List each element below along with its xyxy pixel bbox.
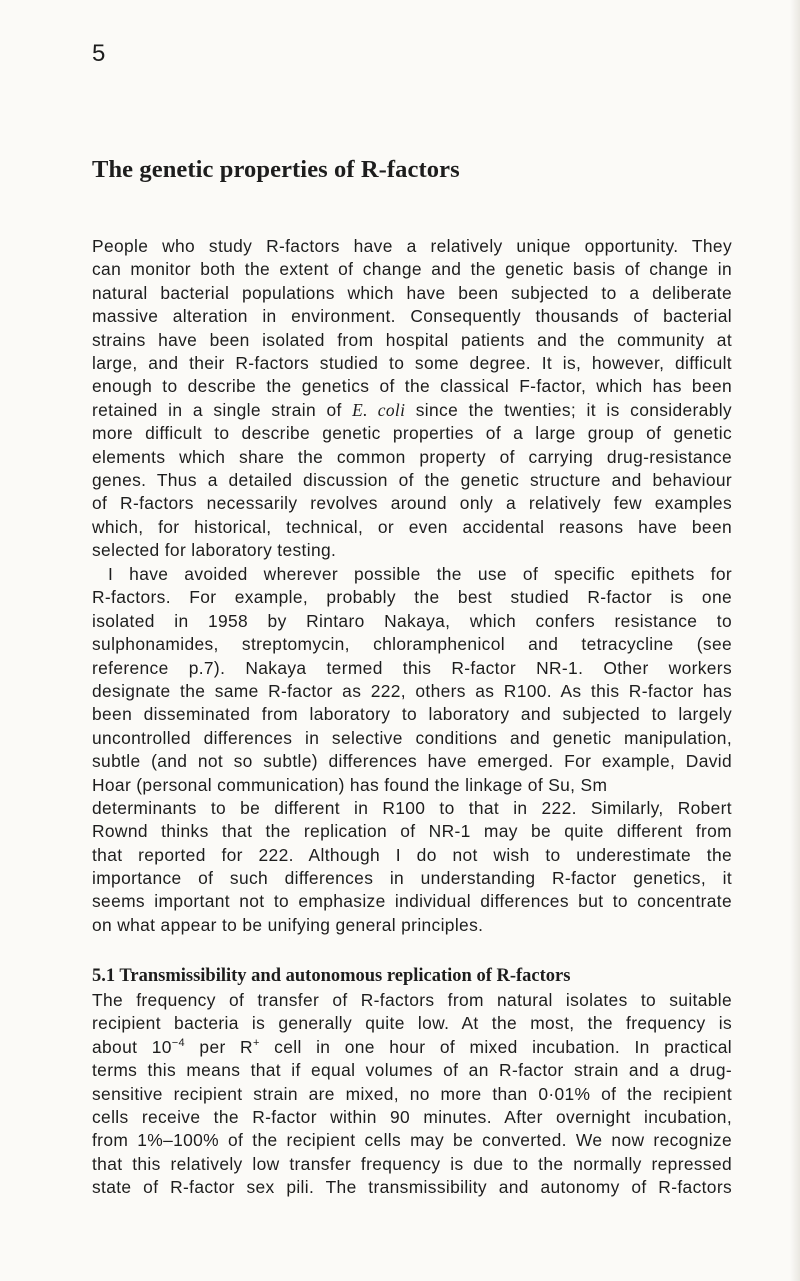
paragraph-transfer <box>92 989 732 1200</box>
text-line: R-factors. For example, probably the best studied R-factor is one <box>92 587 732 608</box>
text-line: designate the same R-factor as 222, others as R100. As this R-factor has <box>92 680 732 701</box>
text-line: importance of such differences in understanding R-factor genetics, it <box>92 868 732 889</box>
paragraph-epithets <box>92 563 732 937</box>
text-line: Hoar (personal communication) has found the linkage of Su, Sm <box>92 774 608 795</box>
text-line: which, for historical, technical, or even accidental reasons have been <box>92 516 732 537</box>
text-line: more difficult to describe genetic properties of a large group of genetic <box>92 423 732 444</box>
text-line: state of R-factor sex pili. The transmissibility and autonomy of R-factors <box>92 1177 732 1198</box>
text-line: natural bacterial populations which have been subjected to a deliberate <box>92 282 732 303</box>
text-line: genes. Thus a detailed discussion of the genetic structure and behaviour <box>92 469 732 490</box>
text-line: on what appear to be unifying general principles. <box>92 914 484 935</box>
text-line: strains have been isolated from hospital patients and the community at <box>92 329 732 350</box>
text-line: of R-factors necessarily revolves around only a relatively few examples <box>92 493 732 514</box>
text-fragment: retained in a single strain of <box>92 399 353 420</box>
text-line: cells receive the R-factor within 90 minutes. After overnight incubation, <box>92 1106 732 1127</box>
section-heading: 5.1 Transmissibility and autonomous replication of R-factors <box>92 966 571 986</box>
text-fragment: since the twenties; it is considerably <box>405 399 732 420</box>
text-line: reference p.7). Nakaya termed this R-factor NR-1. Other workers <box>92 657 732 678</box>
text-fragment: per R <box>185 1036 253 1057</box>
text-line: that this relatively low transfer frequency is due to the normally repressed <box>92 1153 732 1174</box>
chapter-number: 5 <box>92 40 106 67</box>
exponent: −4 <box>171 1036 185 1049</box>
text-line: The frequency of transfer of R-factors from natural isolates to suitable <box>92 990 732 1010</box>
chapter-title: The genetic properties of R-factors <box>92 156 460 183</box>
text-line: been disseminated from laboratory to laboratory and subjected to largely <box>92 704 732 725</box>
text-fragment: cell in one hour of mixed incubation. In practical <box>259 1036 732 1057</box>
text-line: enough to describe the genetics of the classical F-factor, which has been <box>92 376 732 397</box>
plus-superscript: + <box>252 1036 260 1049</box>
text-line: recipient bacteria is generally quite low. At the most, the frequency is <box>92 1013 732 1034</box>
paragraph-intro <box>92 235 732 562</box>
text-line <box>92 1036 732 1059</box>
text-line: seems important not to emphasize individual differences but to concentrate <box>92 891 732 912</box>
text-line: Rownd thinks that the replication of NR-1 may be quite different from <box>92 821 732 842</box>
species-name: E. coli <box>352 399 406 420</box>
text-line: determinants to be different in R100 to that in 222. Similarly, Robert <box>92 797 732 818</box>
text-line: subtle (and not so subtle) differences have emerged. For example, David <box>92 751 732 772</box>
page-edge-shadow <box>790 0 800 1281</box>
text-line: elements which share the common property of carrying drug-resistance <box>92 446 732 467</box>
text-line: from 1%–100% of the recipient cells may be converted. We now recognize <box>92 1130 732 1151</box>
text-line: isolated in 1958 by Rintaro Nakaya, which confers resistance to <box>92 610 732 631</box>
text-line: that reported for 222. Although I do not wish to underestimate the <box>92 844 732 865</box>
text-line: sulphonamides, streptomycin, chloramphenicol and tetracycline (see <box>92 634 732 655</box>
text-line: can monitor both the extent of change and the genetic basis of change in <box>92 259 732 280</box>
text-fragment: about 10 <box>92 1036 172 1057</box>
text-line: People who study R-factors have a relatively unique opportunity. They <box>92 236 732 256</box>
text-line: sensitive recipient strain are mixed, no more than 0·01% of the recipient <box>92 1083 732 1104</box>
text-line: large, and their R-factors studied to some degree. It is, however, difficult <box>92 352 732 373</box>
text-line: I have avoided wherever possible the use of specific epithets for <box>108 564 732 584</box>
text-line: selected for laboratory testing. <box>92 540 337 561</box>
text-line: uncontrolled differences in selective conditions and genetic manipulation, <box>92 727 732 748</box>
text-line: terms this means that if equal volumes of an R-factor strain and a drug- <box>92 1060 732 1081</box>
text-line: massive alteration in environment. Consequently thousands of bacterial <box>92 306 732 327</box>
text-line <box>92 399 732 422</box>
